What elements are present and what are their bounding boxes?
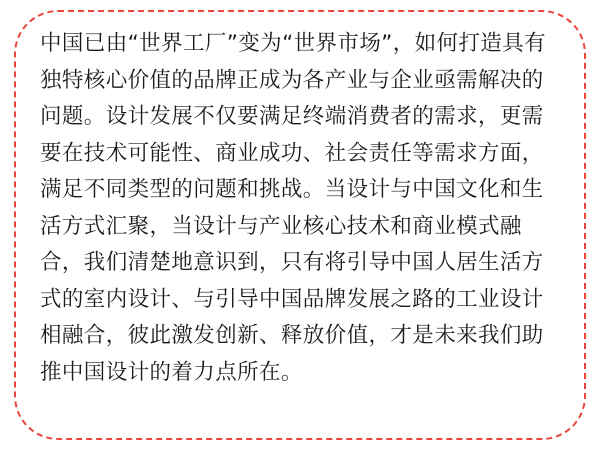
body-paragraph: 中国已由“世界工厂”变为“世界市场”，如何打造具有独特核心价值的品牌正成为各产业与企业亟需解决的问题。设计发展不仅要满足终端消费者的需求，更需要在技术可能性、商业成功、社会责任等需求方面，满足不同类型的问题和挑战。当设计与中国文化和生活方式汇聚，当设计与产业核心技术和商业模式融合，我们清楚地意识到，只有将引导中国人居生活方式的室内设计、与引导中国品牌发展之路的工业设计相融合，彼此激发创新、释放价值，才是未来我们助推中国设计的着力点所在。 <box>40 31 547 385</box>
